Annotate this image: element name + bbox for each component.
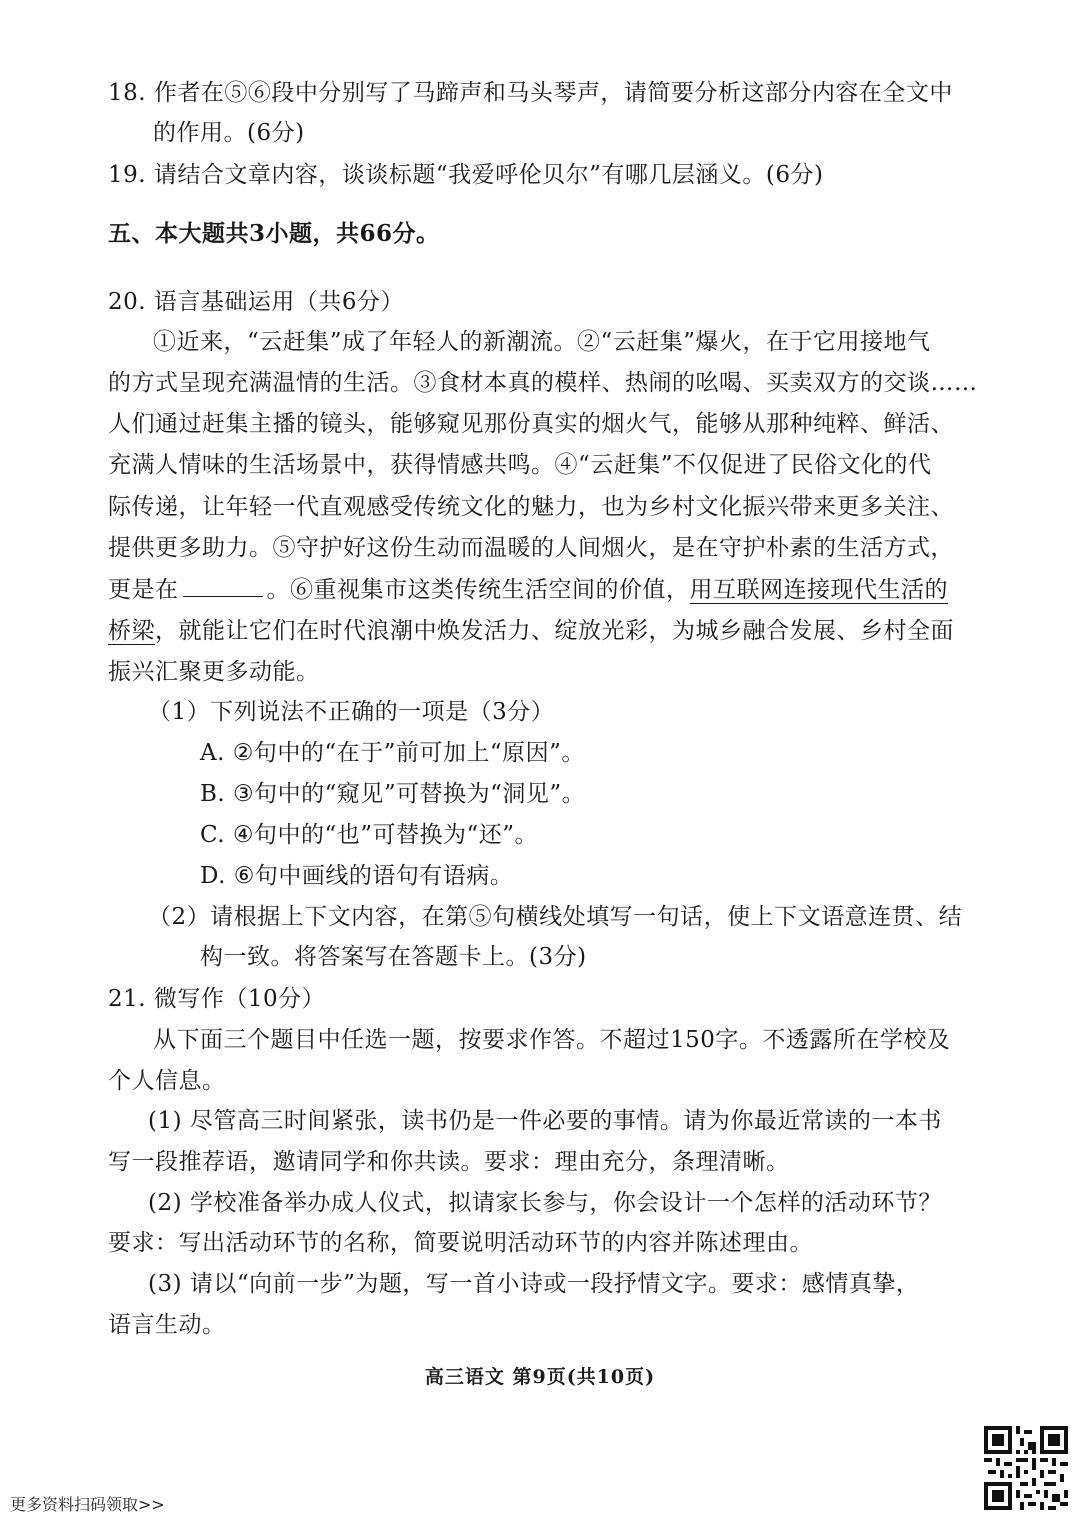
q20-passage-line9: 振兴汇聚更多动能。 (108, 659, 320, 685)
q21-intro-line1: 从下面三个题目中任选一题，按要求作答。不超过150字。不透露所在学校及 (153, 1027, 951, 1053)
line8-rest: ，就能让它们在时代浪潮中焕发活力、绽放光彩，为城乡融合发展、乡村全面 (155, 618, 954, 644)
q20-passage-line5: 际传递，让年轻一代直观感受传统文化的魅力，也为乡村文化振兴带来更多关注、 (108, 494, 954, 520)
section5-heading: 五、本大题共3小题，共66分。 (108, 220, 440, 247)
q20-option-c: C. ④句中的“也”可替换为“还”。 (200, 822, 539, 848)
q21-prompt2-line1: (2) 学校准备举办成人仪式，拟请家长参与，你会设计一个怎样的活动环节？ (148, 1190, 942, 1216)
page-footer: 高三语文 第9页(共10页) (424, 1366, 656, 1388)
promo-text: 更多资料扫码领取>> (10, 1495, 165, 1514)
q20-option-d: D. ⑥句中画线的语句有语病。 (200, 863, 514, 889)
q21-prompt1-line2: 写一段推荐语，邀请同学和你共读。要求：理由充分，条理清晰。 (108, 1149, 790, 1175)
q21-prompt3-line1: (3) 请以“向前一步”为题，写一首小诗或一段抒情文字。要求：感情真挚， (148, 1271, 920, 1297)
q21-prompt1-line1: (1) 尽管高三时间紧张，读书仍是一件必要的事情。请为你最近常读的一本书 (148, 1108, 942, 1134)
q20-passage-line7 (108, 574, 948, 605)
underlined-sentence-part1: 用互联网连接现代生活的 (689, 577, 948, 603)
q20-passage-line1: ①近来，“云赶集”成了年轻人的新潮流。②“云赶集”爆火，在于它用接地气 (153, 329, 931, 355)
q21-intro-line2: 个人信息。 (108, 1068, 226, 1094)
fill-blank (183, 574, 263, 597)
qr-code-icon[interactable] (984, 1426, 1068, 1510)
q19-line1: 19. 请结合文章内容，谈谈标题“我爱呼伦贝尔”有哪几层涵义。(6分) (108, 162, 824, 188)
q20-sub2-line1: （2）请根据上下文内容，在第⑤句横线处填写一句话，使上下文语意连贯、结 (148, 904, 963, 930)
q20-sub2-line2: 构一致。将答案写在答题卡上。(3分) (200, 944, 587, 970)
line7-after-blank: 。⑥重视集市这类传统生活空间的价值， (266, 577, 690, 603)
q20-passage-line6: 提供更多助力。⑤守护好这份生动而温暖的人间烟火，是在守护朴素的生活方式， (108, 535, 954, 561)
q18-line2: 的作用。(6分) (153, 120, 305, 146)
q20-passage-line3: 人们通过赶集主播的镜头，能够窥见那份真实的烟火气，能够从那种纯粹、鲜活、 (108, 411, 954, 437)
q20-option-b: B. ③句中的“窥见”可替换为“洞见”。 (200, 781, 586, 807)
q21-prompt2-line2: 要求：写出活动环节的名称，简要说明活动环节的内容并陈述理由。 (108, 1230, 813, 1256)
q20-title: 20. 语言基础运用（共6分） (108, 289, 405, 315)
q18-line1: 18. 作者在⑤⑥段中分别写了马蹄声和马头琴声，请简要分析这部分内容在全文中 (108, 80, 953, 106)
underlined-sentence-part2: 桥梁 (108, 618, 155, 644)
q21-title: 21. 微写作（10分） (108, 986, 326, 1012)
q21-prompt3-line2: 语言生动。 (108, 1312, 226, 1338)
line7-before-blank: 更是在 (108, 577, 179, 603)
q20-sub1-prompt: （1）下列说法不正确的一项是（3分） (148, 699, 555, 725)
q20-passage-line4: 充满人情味的生活场景中，获得情感共鸣。④“云赶集”不仅促进了民俗文化的代 (108, 452, 932, 478)
q20-passage-line8 (108, 616, 954, 646)
q20-option-a: A. ②句中的“在于”前可加上“原因”。 (200, 740, 585, 766)
q20-passage-line2: 的方式呈现充满温情的生活。③食材本真的模样、热闹的吆喝、买卖双方的交谈…… (108, 370, 978, 396)
